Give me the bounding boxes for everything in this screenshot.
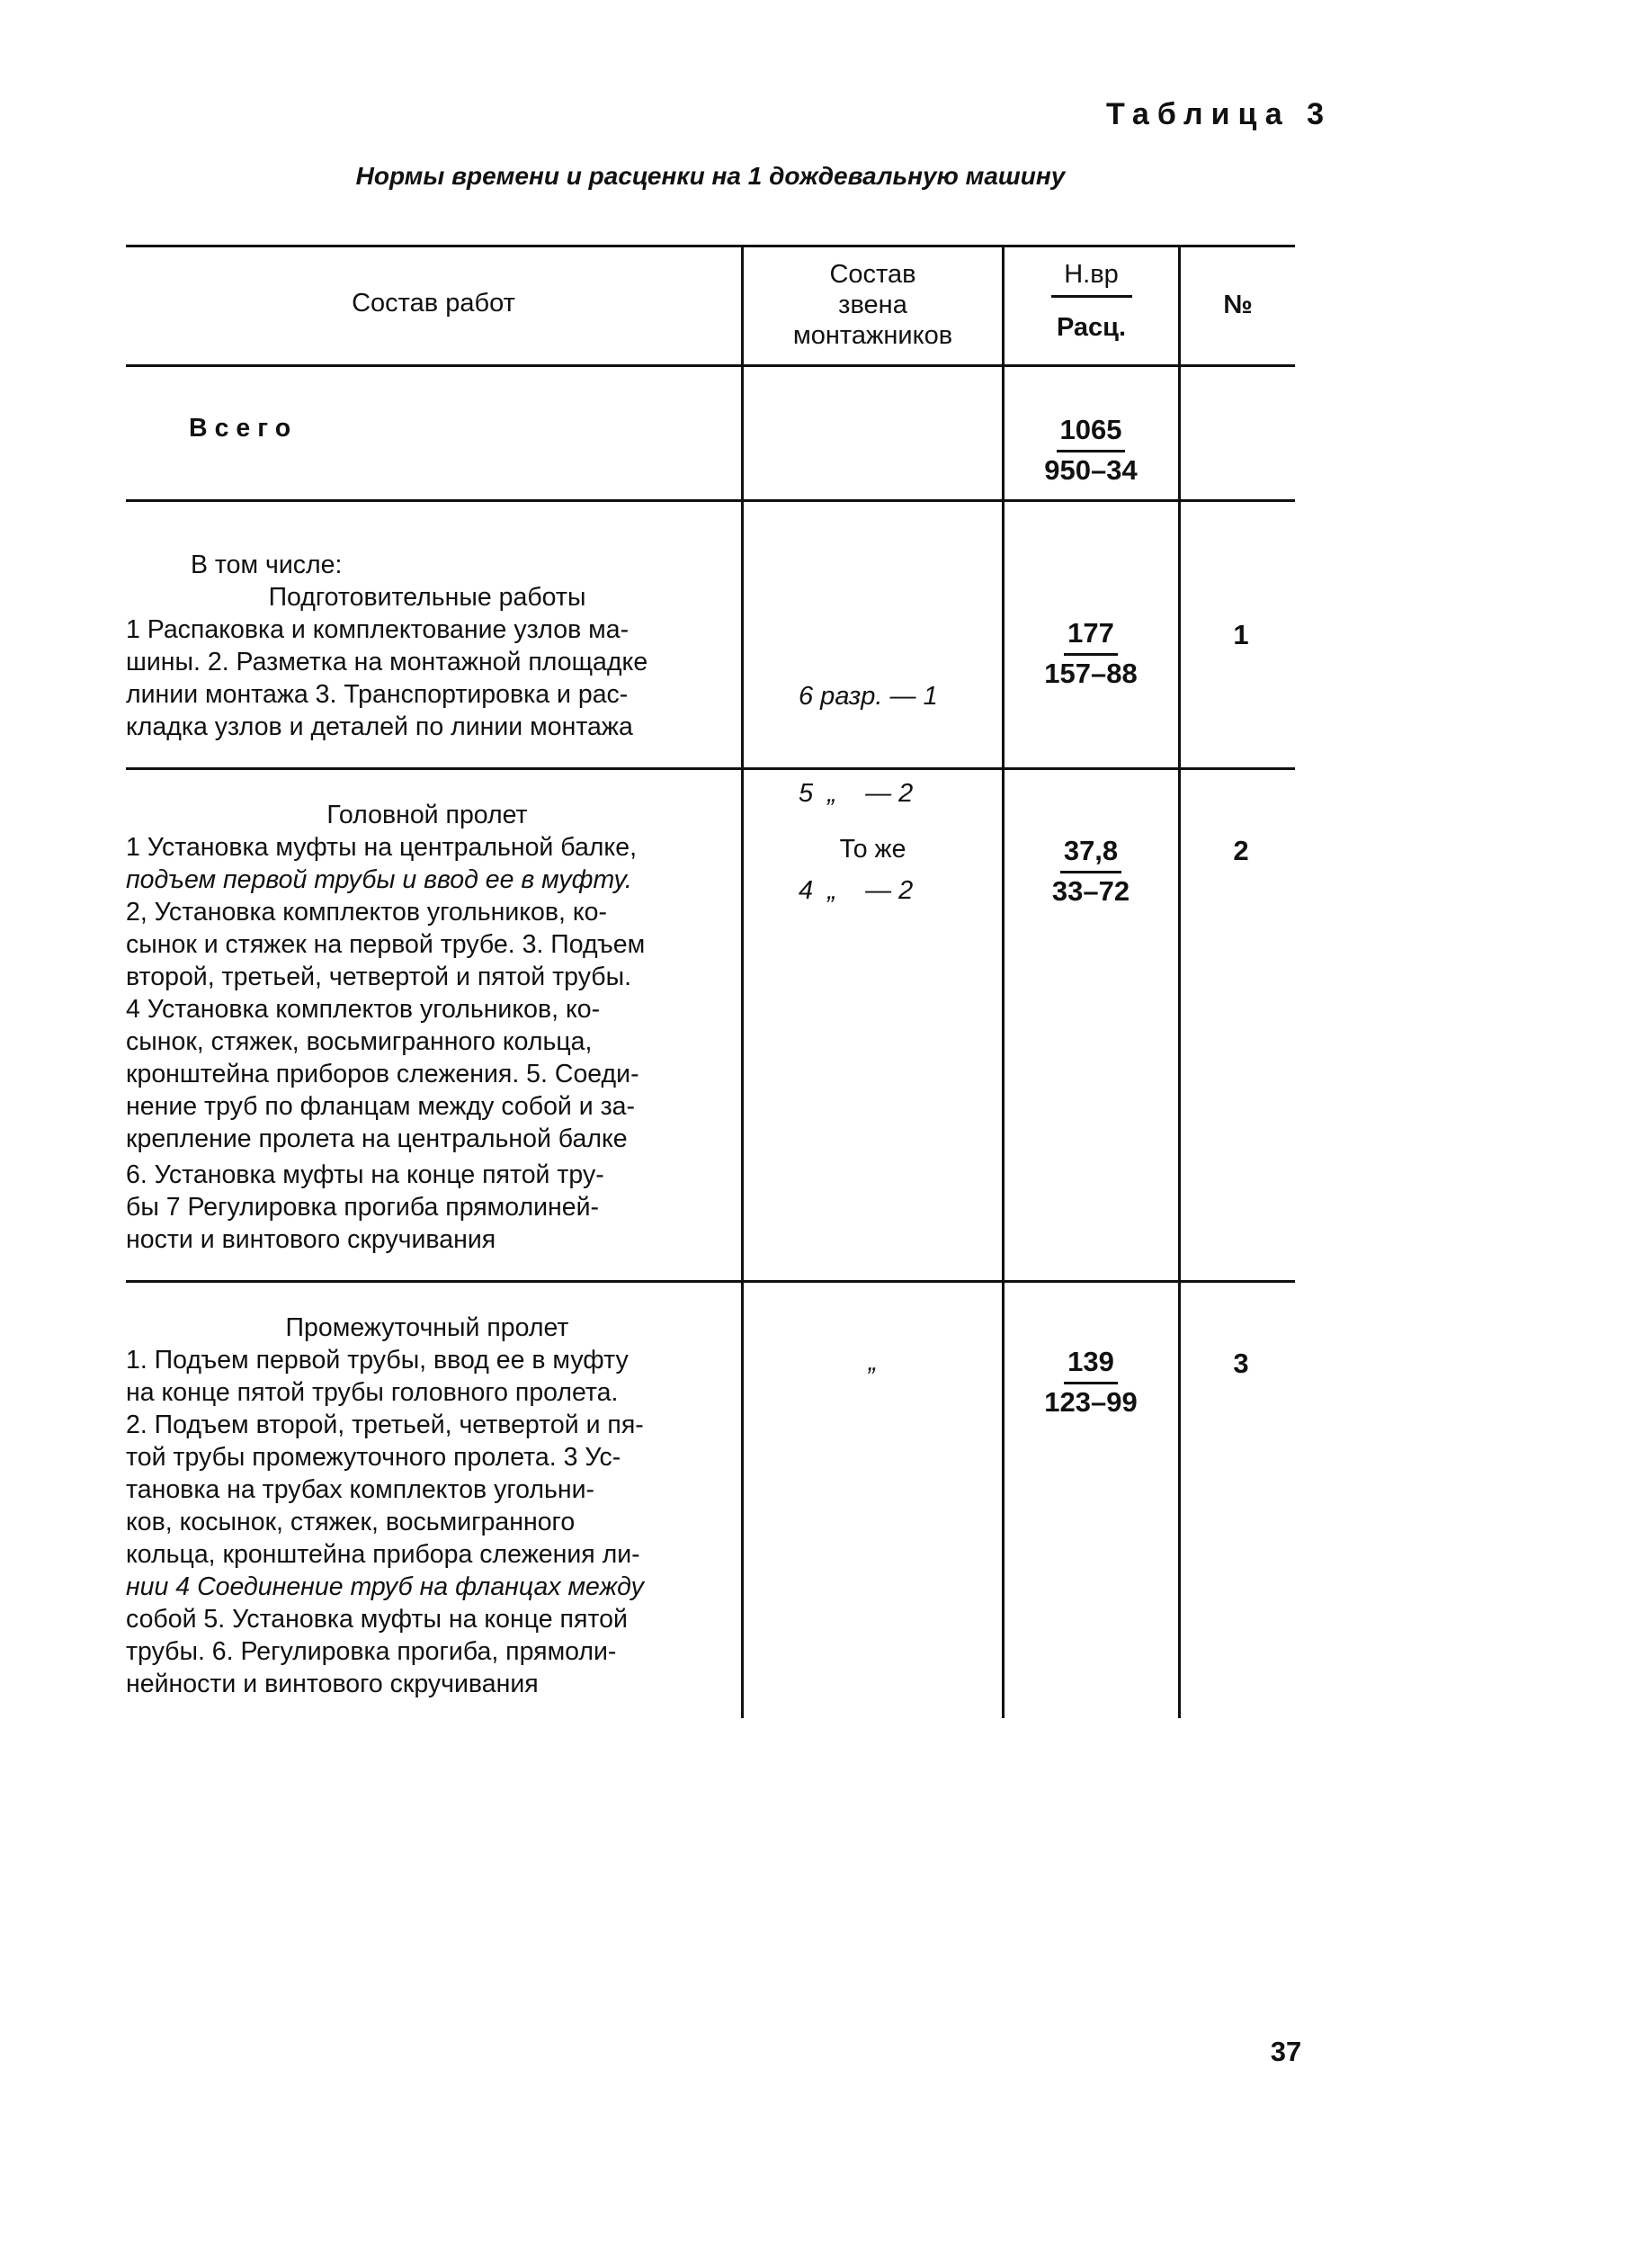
crew-header-line: звена bbox=[838, 291, 907, 319]
crew-composition bbox=[799, 615, 938, 972]
row-text-line: 4 Установка комплектов угольников, ко- bbox=[126, 995, 601, 1024]
row1-bottom-rule bbox=[126, 767, 1295, 770]
row-head-span-work bbox=[126, 799, 728, 1256]
row-text-line: 1 Распаковка и комплектование узлов ма- bbox=[126, 615, 630, 644]
row-number: 3 bbox=[1233, 1348, 1249, 1379]
row-time: 139 bbox=[1064, 1346, 1118, 1384]
row2-bottom-rule bbox=[126, 1280, 1295, 1283]
row-time-rate bbox=[1032, 617, 1149, 690]
crew-header-line: монтажников bbox=[792, 321, 953, 350]
crew-line: 4 „ — 2 bbox=[799, 876, 914, 905]
crew-line: 6 разр. — 1 bbox=[799, 682, 938, 711]
col-divider-3 bbox=[1178, 245, 1181, 1718]
time-header: Н.вр bbox=[1064, 260, 1119, 289]
row-intermediate-span-work bbox=[126, 1312, 728, 1700]
total-label: Всего bbox=[189, 414, 299, 443]
row-text-line: нейности и винтового скручивания bbox=[126, 1670, 539, 1698]
row-heading: Подготовительные работы bbox=[268, 583, 586, 612]
row-intro: В том числе: bbox=[191, 551, 343, 579]
page-number: 37 bbox=[1270, 2036, 1302, 2067]
header-bottom-rule bbox=[126, 364, 1295, 367]
col-divider-2 bbox=[1002, 245, 1005, 1718]
rate-header: Расц. bbox=[1056, 313, 1127, 342]
crew-same: То же bbox=[839, 835, 906, 864]
row-rate: 33–72 bbox=[1051, 875, 1130, 907]
row-text-line: на конце пятой трубы головного пролета. bbox=[126, 1378, 619, 1407]
row-text-line: той трубы промежуточного пролета. 3 Ус- bbox=[126, 1443, 621, 1472]
total-time-rate bbox=[1032, 414, 1149, 487]
row-text-line: шины. 2. Разметка на монтажной площадке bbox=[126, 648, 648, 676]
col-divider-1 bbox=[741, 245, 744, 1718]
row-text-line: кольца, кронштейна прибора слежения ли- bbox=[126, 1540, 640, 1569]
row-number: 2 bbox=[1233, 835, 1249, 866]
row-time: 177 bbox=[1064, 617, 1118, 656]
total-time: 1065 bbox=[1057, 414, 1126, 452]
row-preparatory-work bbox=[126, 549, 728, 743]
col-header-number: № bbox=[1223, 291, 1253, 319]
row-time-rate bbox=[1032, 835, 1149, 908]
crew-line: 5 „ — 2 bbox=[799, 779, 914, 808]
row-text-line: тановка на трубах комплектов угольни- bbox=[126, 1475, 594, 1504]
row-text-line: 2, Установка комплектов угольников, ко- bbox=[126, 898, 608, 927]
row-text-line: бы 7 Регулировка прогиба прямолиней- bbox=[126, 1193, 600, 1222]
table-label: Таблица 3 bbox=[1106, 97, 1333, 131]
total-bottom-rule bbox=[126, 499, 1295, 502]
row-text-line: 6. Установка муфты на конце пятой тру- bbox=[126, 1160, 604, 1189]
row-heading: Промежуточный пролет bbox=[285, 1313, 569, 1342]
row-text-line: второй, третьей, четвертой и пятой трубы. bbox=[126, 963, 631, 991]
row-text-line: 2. Подъем второй, третьей, четвертой и пя- bbox=[126, 1411, 644, 1439]
row-time: 37,8 bbox=[1060, 835, 1121, 873]
row-text-line: ков, косынок, стяжек, восьмигранного bbox=[126, 1508, 576, 1536]
document-title: Нормы времени и расценки на 1 дождевальную машину bbox=[355, 162, 1066, 190]
row-heading: Головной пролет bbox=[326, 801, 528, 829]
row-text-line: собой 5. Установка муфты на конце пятой bbox=[126, 1605, 628, 1634]
row-text-line: линии монтажа 3. Транспортировка и рас- bbox=[126, 680, 629, 709]
row-text-line: сынок, стяжек, восьмигранного кольца, bbox=[126, 1027, 593, 1056]
crew-ditto: „ bbox=[868, 1348, 878, 1376]
col-header-work: Состав работ bbox=[352, 289, 515, 318]
col-header-crew bbox=[744, 259, 1002, 351]
table-top-rule bbox=[126, 245, 1295, 247]
row-time-rate bbox=[1032, 1346, 1149, 1419]
row-text-line: кладка узлов и деталей по линии монтажа bbox=[126, 712, 633, 741]
row-text-line: подъем первой трубы и ввод ее в муфту. bbox=[126, 865, 632, 894]
header-fraction-bar bbox=[1051, 295, 1132, 298]
row-number: 1 bbox=[1233, 619, 1249, 650]
row-text-line: кронштейна приборов слежения. 5. Соеди- bbox=[126, 1060, 639, 1088]
row-text-line: нение труб по фланцам между собой и за- bbox=[126, 1092, 636, 1121]
row-text-line: 1. Подъем первой трубы, ввод ее в муфту bbox=[126, 1346, 629, 1375]
row-text-line: ности и винтового скручивания bbox=[126, 1225, 496, 1254]
row-text-line: крепление пролета на центральной балке bbox=[126, 1124, 628, 1153]
row-rate: 157–88 bbox=[1044, 658, 1138, 689]
row-text-line: нии 4 Соединение труб на фланцах между bbox=[126, 1572, 644, 1601]
row-text-line: трубы. 6. Регулировка прогиба, прямоли- bbox=[126, 1637, 617, 1666]
row-text-line: сынок и стяжек на первой трубе. 3. Подъем bbox=[126, 930, 646, 959]
row-text-line: 1 Установка муфты на центральной балке, bbox=[126, 833, 637, 862]
row-rate: 123–99 bbox=[1044, 1386, 1138, 1418]
total-rate: 950–34 bbox=[1044, 454, 1138, 486]
col-header-time-rate bbox=[1005, 259, 1178, 343]
crew-header-line: Состав bbox=[829, 260, 916, 289]
